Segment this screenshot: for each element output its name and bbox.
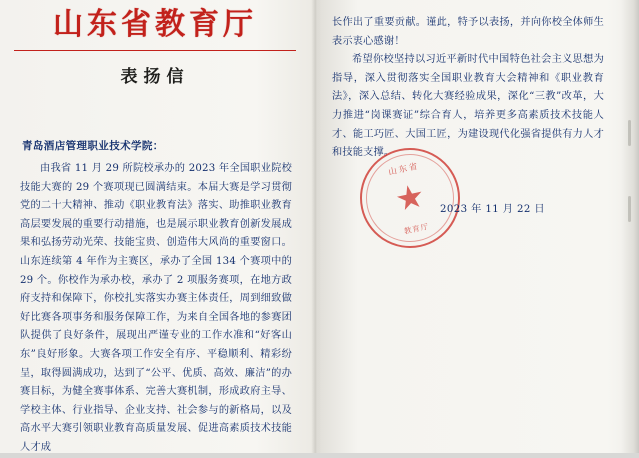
right-body-text	[332, 14, 604, 163]
seal-top-text: 山东省	[387, 161, 421, 178]
sign-date: 2023 年 11 月 22 日	[440, 204, 546, 215]
letterhead-divider	[14, 50, 296, 51]
salutation: 青岛酒店管理职业技术学院：	[22, 140, 164, 152]
right-page	[320, 0, 639, 453]
left-page	[0, 0, 311, 453]
star-icon	[395, 183, 426, 214]
page-title: 表扬信	[120, 67, 190, 87]
seal-bottom-text: 教育厅	[403, 221, 430, 236]
paragraph: 长作出了重要贡献。谨此，特予以表扬，并向你校全体师生表示衷心感谢！	[332, 17, 604, 47]
paragraph: 希望你校坚持以习近平新时代中国特色社会主义思想为指导，深入贯彻落实全国职业教育大会精神和《职业教育法》，深入总结、转化大赛经验成果，深化“三教”改革，大力推进“岗课赛证”综合育人，培养更多高素质技术技能人才、能工巧匠、大国工匠，为建设现代化强省提供有力人才和技能支撑。	[332, 54, 604, 159]
paragraph: 由我省 11 月 29 所院校承办的 2023 年全国职业院校技能大赛的 29 个赛项现已圆满结束。本届大赛是学习贯彻党的二十大精神、推动《职业教育法》落实、助推职业教育高层要发展的重要行动措施，也是展示职业教育创新发展成果和弘扬劳动光荣、技能宝贵、创造伟大风尚的重要窗口。山东连续第 4 年作为主赛区，承办了全国 134 个赛项中的 29 个。你校作为承办校，承办了 2 项服务赛项，在地方政府支持和保障下，你校扎实落实办赛主体责任，周到细致做好比赛各项事务和服务保障工作，为来自全国各地的参赛团队提供了良好条件，展现出严谨专业的工作水准和“好客山东”良好形象。大赛各项工作安全有序、平稳顺利、精彩纷呈，取得圆满成功，达到了“公平、优质、高效、廉洁”的办赛目标，为健全赛事体系、完善大赛机制，形成政府主导、学校主体、行业指导、企业支持、社会参与的新格局，以及高水平大赛引领职业教育高质量发展、促进高素质技术技能人才成	[20, 163, 292, 453]
letterhead-title: 山东省教育厅	[53, 7, 257, 42]
page-edge-shadow	[621, 0, 639, 453]
left-body-text	[20, 160, 292, 458]
